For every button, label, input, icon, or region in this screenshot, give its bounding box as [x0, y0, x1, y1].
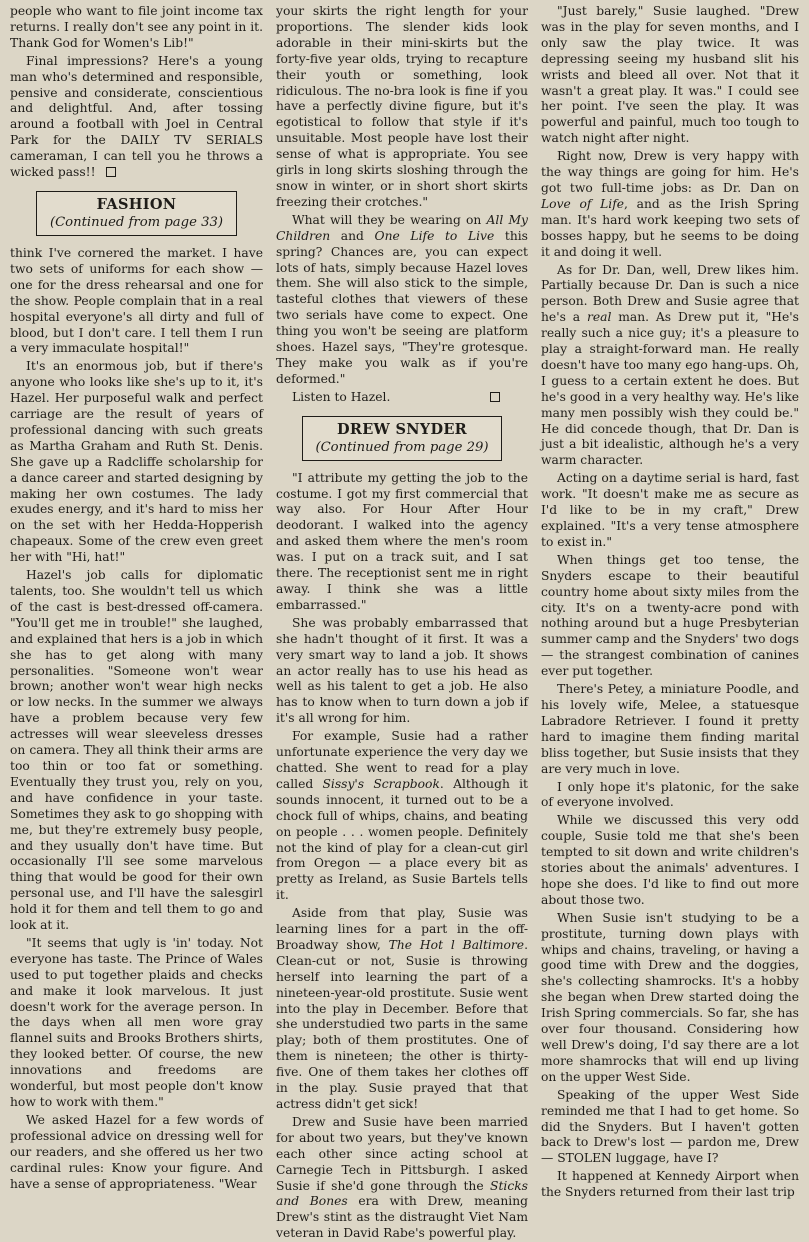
end-mark-icon [106, 167, 116, 177]
paragraph: While we discussed this very odd couple, Susie told me that she's been tempted to sit down and write children's stories about the animals' adventures. I hope she does. I'd like to find out more about those two. [541, 813, 799, 907]
paragraph: Drew and Susie have been married for about two years, but they've known each other since acting school at Carnegie Tech in Pittsburgh. I asked Susie if she'd gone through the Sticks and Bones era with Drew, meaning Drew's stint as the distraught Viet Nam veteran in David Rabe's powerful play. [276, 1114, 528, 1241]
paragraph: There's Petey, a miniature Poodle, and his lovely wife, Melee, a statuesque Labradore Retriever. I found it pretty hard to imagine them finding marital bliss together, but Susie insists that they are very much in love. [541, 682, 799, 776]
column-1 [10, 4, 263, 1191]
paragraph: She was probably embarrassed that she hadn't thought of it first. It was a very smart way to land a job. It shows an actor really has to use his head as well as his talent to get a job. He also has to know when to turn down a job if it's all wrong for him. [276, 615, 528, 726]
paragraph: As for Dr. Dan, well, Drew likes him. Partially because Dr. Dan is such a nice person. Both Drew and Susie agree that he's a real man. As Drew put it, "He's really such a nice guy; it's a pleasure to play a straight-forward man. He really doesn't have too many ego hang-ups. Oh, I guess to a certain extent he does. But he's good in a very healthy way. He's like many men possibly wish they could be." He did concede though, that Dr. Dan is just a bit idealistic, although he's a very warm character. [541, 262, 799, 468]
paragraph: We asked Hazel for a few words of professional advice on dressing well for our readers, and she offered us her two cardinal rules: Know your figure. And have a sense of appropriateness. "Wear [10, 1112, 263, 1191]
play-title: Sissy's Scrapbook [322, 776, 440, 791]
column-2 [276, 4, 528, 1241]
paragraph: Aside from that play, Susie was learning lines for a part in the off-Broadway show, The Hot l Baltimore. Clean-cut or not, Susie is throwing herself into learning the part of a nineteen-year-old prostitute. Susie went into the play in December. Before that she understudied two parts in the same play; both of them prostitutes. One of them is nineteen; the other is thirty-five. One of them takes her clothes off in the play. Susie prayed that that actress didn't get sick! [276, 906, 528, 1111]
paragraph: When Susie isn't studying to be a prostitute, turning down plays with whips and chains, traveling, or having a good time with Drew and the doggies, she's collecting shamrocks. It's a hobby she began when Drew started doing the Irish Spring commercials. So far, she has over four thousand. Considering how well Drew's doing, I'd say there are a lot more shamrocks that will end up living on the upper West Side. [541, 910, 799, 1084]
paragraph: people who want to file joint income tax returns. I really don't see any point in it. Thank God for Women's Lib!" [10, 4, 263, 50]
paragraph: Hazel's job calls for diplomatic talents, too. She wouldn't tell us which of the cast is best-dressed off-camera. "You'll get me in trouble!" she laughed, and explained that hers is a job in which she has to get along with many personalities. "Someone won't wear brown; another won't wear high necks or low necks. In the summer we always have a problem because very few actresses will wear sleeveless dresses on camera. They all think their arms are too thin or too fat or something. Eventually they trust you, rely on you, and have confidence in your taste. Sometimes they ask to go shopping with me, but they're extremely busy people, and they usually don't have time. But occasionally I'll see some marvelous thing that would be good for their own personal use, and I'll have the salesgirl hold it for them and tell them to go and look at it. [10, 568, 263, 933]
show-title: Love of Life [541, 196, 625, 211]
paragraph: What will they be wearing on All My Children and One Life to Live this spring? Chances are, you can expect lots of hats, simply because Hazel loves them. She will also stick to the simple, tasteful clothes that viewers of these two serials have come to expect. One thing you won't be seeing are platform shoes. Hazel says, "They're grotesque. They make you walk as if you're deformed." [276, 212, 528, 386]
paragraph: your skirts the right length for your proportions. The slender kids look adorable in their mini-skirts but the forty-five year olds, trying to recapture their youth or something, look ridiculous. The no-bra look is fine if you have a perfectly divine figure, but it's egotistical to follow that style if it's unsuitable. Most people have lost their sense of what is appropriate. You see girls in long skirts sloshing through the snow in winter, or in short short skirts freezing their crotches." [276, 4, 528, 209]
show-title: All My Children [276, 212, 528, 243]
section-title: FASHION [96, 195, 177, 213]
paragraph: "It seems that ugly is 'in' today. Not everyone has taste. The Prince of Wales used to put together plaids and checks and make it look marvelous. It just doesn't work for the average person. In the days when all men wore gray flannel suits and Brooks Brothers shirts, they looked better. Of course, the new innovations and freedoms are wonderful, but most people don't know how to work with them." [10, 935, 263, 1109]
paragraph: Final impressions? Here's a young man who's determined and responsible, pensive and considerate, conscientious and delightful. And, after tossing around a football with Joel in Central Park for the DAILY TV SERIALS cameraman, I can tell you he throws a wicked pass!! [10, 53, 263, 180]
continued-note: (Continued from page 29) [315, 439, 489, 455]
play-title: Sticks and Bones [276, 1178, 528, 1209]
paragraph: Listen to Hazel. [276, 390, 528, 406]
fashion-continued-box [36, 191, 237, 236]
paragraph: For example, Susie had a rather unfortunate experience the very day we chatted. She went to read for a play called Sissy's Scrapbook. Although it sounds innocent, it turned out to be a chock full of whips, chains, and beating on people . . . women people. Definitely not the kind of play for a clean-cut girl from Oregon — a place every bit as pretty as Ireland, as Susie Bartels tells it. [276, 729, 528, 903]
column-3 [541, 4, 800, 1200]
paragraph: When things get too tense, the Snyders escape to their beautiful country home about sixty miles from the city. It's on a twenty-acre pond with nothing around but a huge Presbyterian summer camp and the Snyders' two dogs — the strangest combination of canines ever put together. [541, 552, 799, 679]
paragraph: I only hope it's platonic, for the sake of everyone involved. [541, 779, 799, 810]
end-mark-icon [490, 392, 500, 402]
paragraph: "I attribute my getting the job to the costume. I got my first commercial that way also. For Hour After Hour deodorant. I walked into the agency and asked them where the men's room was. I put on a track suit, and I sat there. The receptionist sent me in right away. I think she was a little embarrassed." [276, 470, 528, 612]
emphasis: real [586, 310, 612, 325]
paragraph: Speaking of the upper West Side reminded me that I had to get home. So did the Snyders. But I haven't gotten back to Drew's lost — pardon me, Drew — STOLEN luggage, have I? [541, 1087, 799, 1166]
show-title: One Life to Live [374, 228, 495, 243]
paragraph: It happened at Kennedy Airport when the Snyders returned from their last trip [541, 1169, 799, 1200]
continued-note: (Continued from page 33) [49, 214, 224, 230]
paragraph: Acting on a daytime serial is hard, fast work. "It doesn't make me as secure as I'd like to be in my craft," Drew explained. "It's a very tense atmosphere to exist in." [541, 471, 799, 549]
drew-snyder-continued-box [302, 416, 502, 461]
paragraph: "Just barely," Susie laughed. "Drew was in the play for seven months, and I only saw the play twice. It was depressing seeing my husband slit his wrists and bleed all over. Not that it wasn't a great play. It was." I could see her point. I've seen the play. It was powerful and painful, much too tough to watch night after night. [541, 4, 799, 146]
section-title: DREW SNYDER [336, 420, 468, 438]
paragraph: It's an enormous job, but if there's anyone who looks like she's up to it, it's Hazel. Her purposeful walk and perfect carriage are the result of years of professional dancing with such greats as Martha Graham and Ruth St. Denis. She gave up a Radcliffe scholarship for a dance career and started designing by making her own costumes. The lady exudes energy, and it's hard to miss her on the set with her Hedda-Hopperish chapeaux. Some of the crew even greet her with "Hi, hat!" [10, 359, 263, 565]
play-title: The Hot l Baltimore [388, 937, 525, 952]
paragraph: Right now, Drew is very happy with the way things are going for him. He's got two full-time jobs: as Dr. Dan on Love of Life, and as the Irish Spring man. It's hard work keeping two sets of bosses happy, but he seems to be doing it and doing it well. [541, 149, 800, 259]
paragraph: think I've cornered the market. I have two sets of uniforms for each show — one for the dress rehearsal and one for the show. People complain that in a real hospital everyone's all dirty and full of blood, but I don't care. I tell them I run a very immaculate hospital!" [10, 245, 263, 356]
